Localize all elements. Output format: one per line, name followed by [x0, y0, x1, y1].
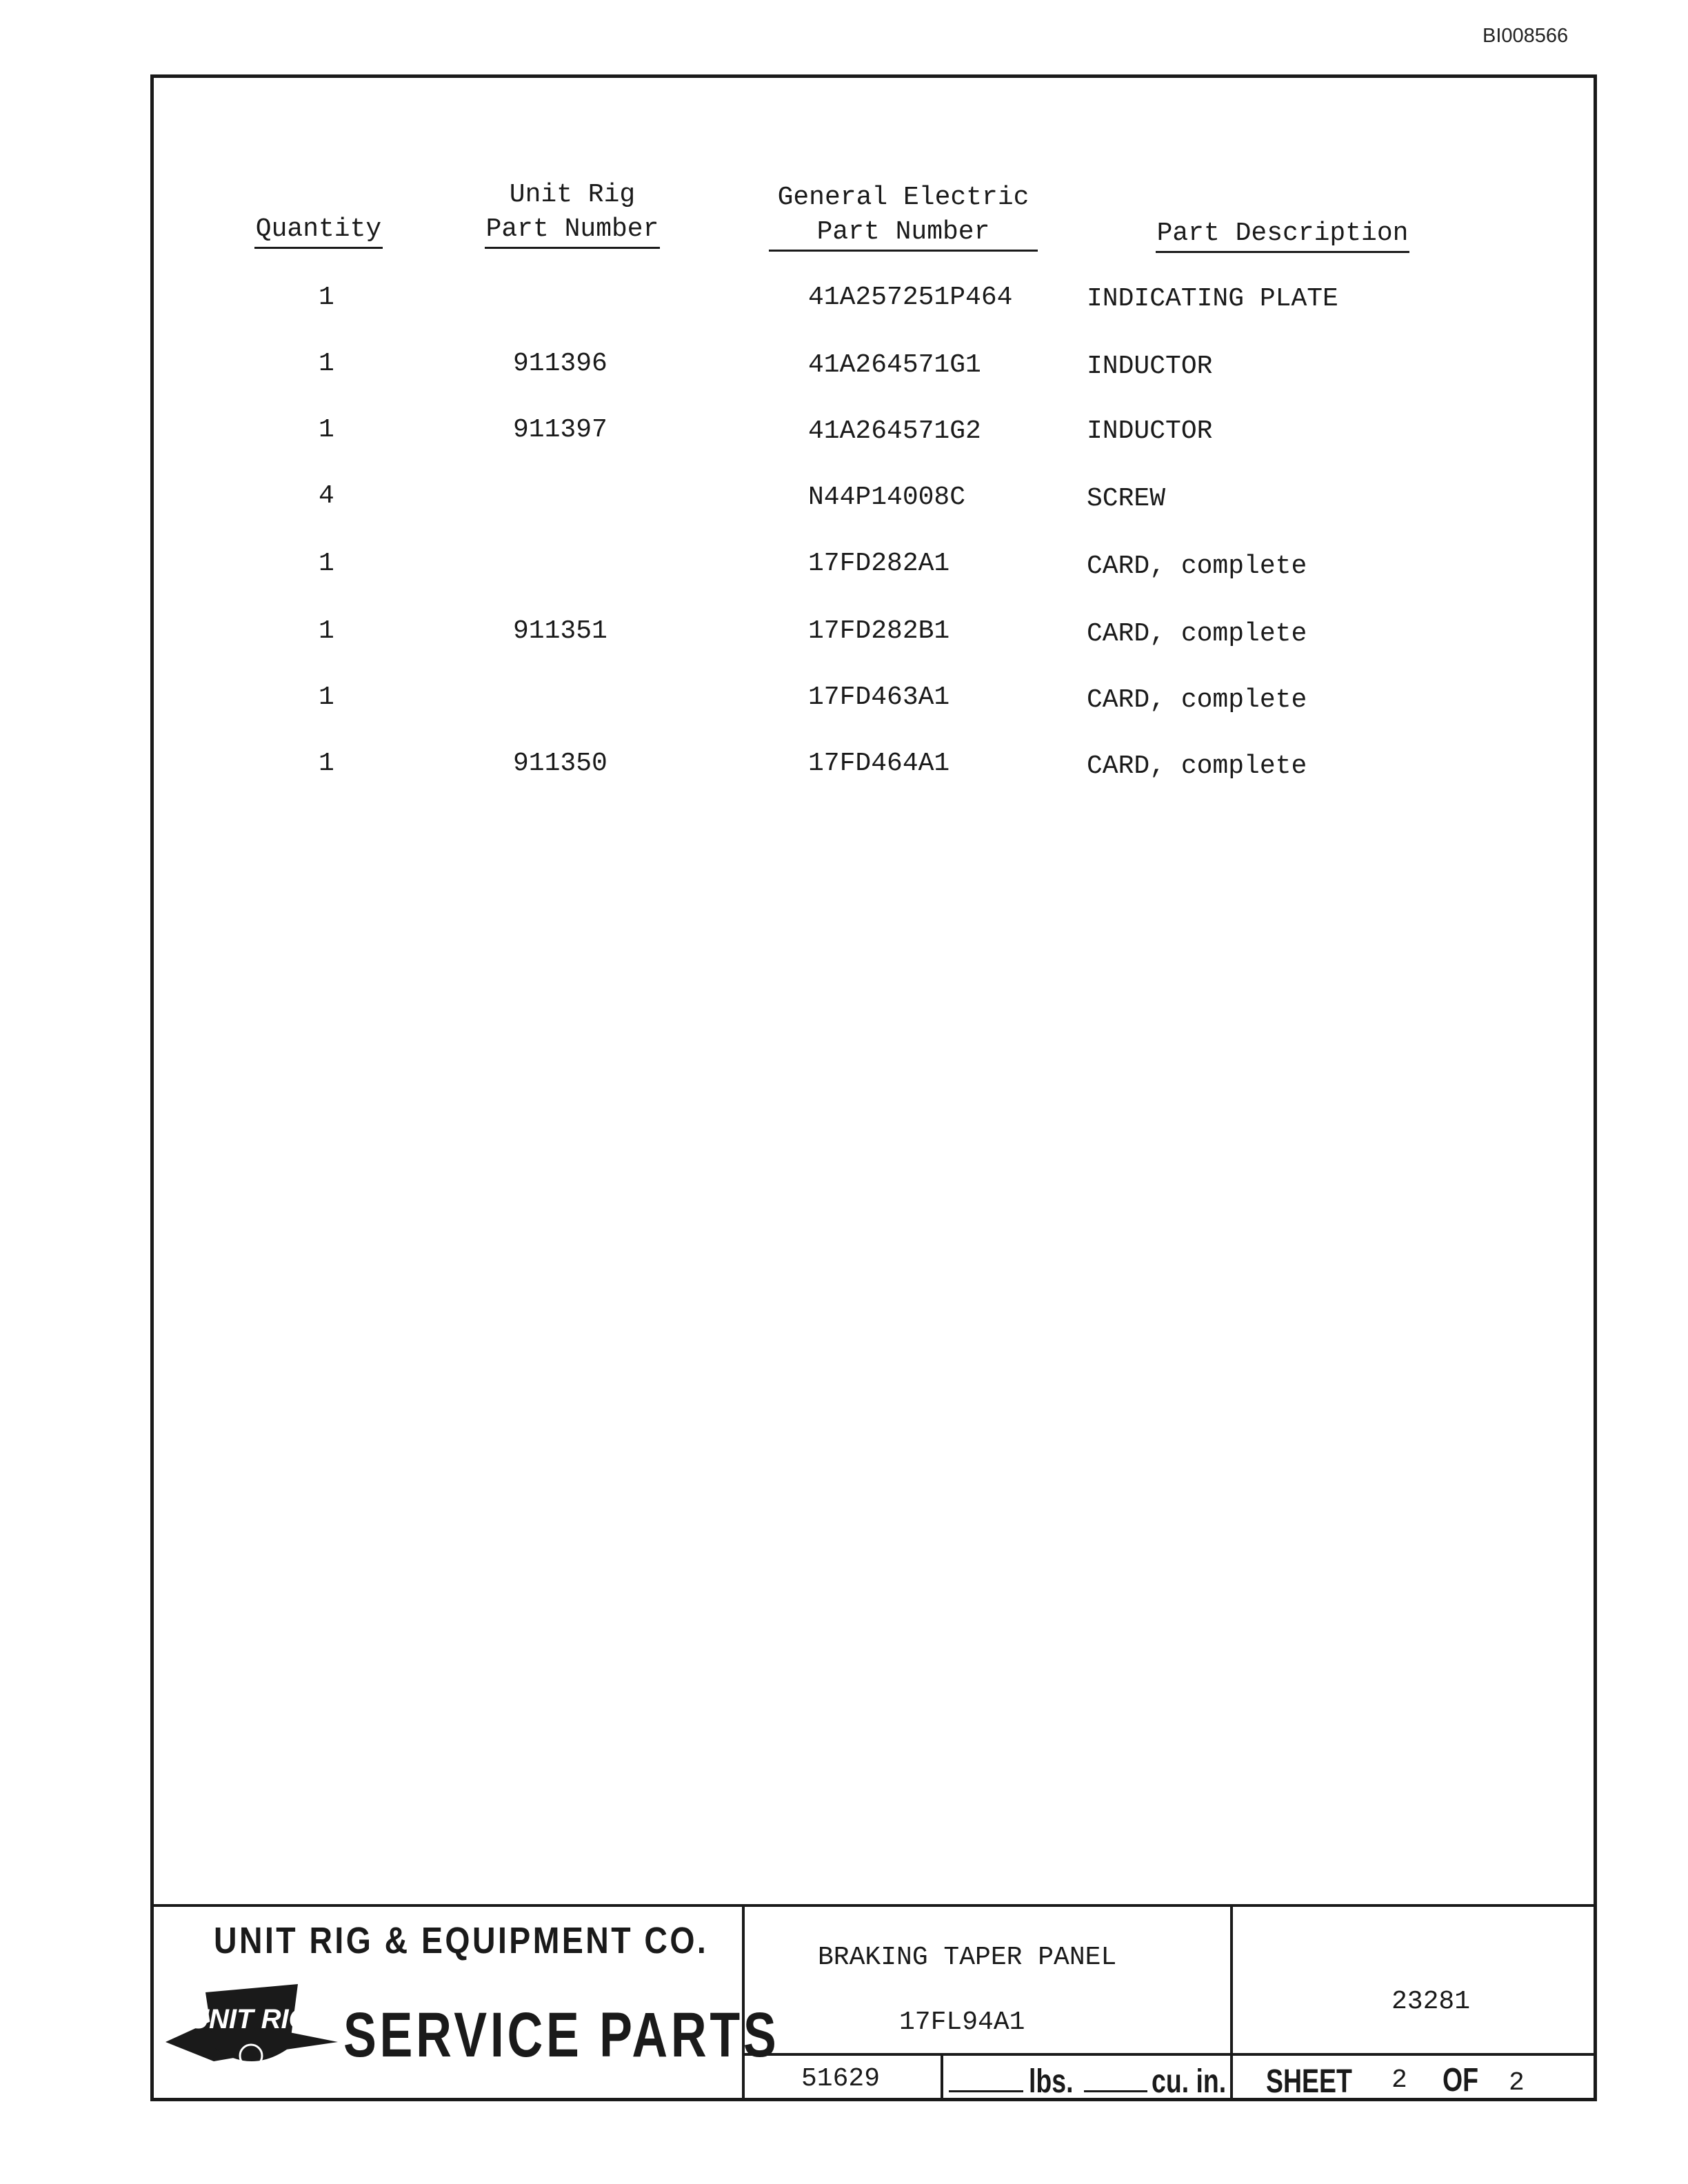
row-ge-part: 17FD282A1 — [808, 549, 950, 578]
assembly-name: BRAKING TAPER PANEL — [818, 1943, 1117, 1972]
assembly-number: 17FL94A1 — [899, 2008, 1025, 2037]
row-quantity: 1 — [319, 749, 334, 778]
row-quantity: 1 — [319, 415, 334, 445]
title-block-divider — [941, 2054, 943, 2101]
row-unit-rig-part: 911396 — [513, 349, 607, 378]
row-ge-part: 17FD282B1 — [808, 616, 950, 646]
row-ge-part: 41A264571G1 — [808, 350, 981, 380]
row-quantity: 1 — [319, 549, 334, 578]
header-quantity-text: Quantity — [254, 212, 383, 249]
row-ge-part: 41A257251P464 — [808, 283, 1013, 312]
title-block-divider — [1230, 1904, 1233, 2101]
unit-rig-logo — [165, 1979, 338, 2082]
header-ge — [758, 181, 1048, 252]
sheet-total: 2 — [1509, 2068, 1525, 2098]
weight-volume-field — [949, 2063, 1227, 2100]
row-ge-part: 17FD464A1 — [808, 749, 950, 778]
row-description: INDICATING PLATE — [1087, 284, 1338, 314]
lbs-label: lbs. — [1029, 2063, 1074, 2100]
row-description: CARD, complete — [1087, 619, 1307, 649]
row-description: INDUCTOR — [1087, 416, 1213, 446]
drawing-number: 23281 — [1391, 1987, 1471, 2016]
service-parts-title: SERVICE PARTS — [343, 2000, 780, 2070]
reference-number: 51629 — [801, 2064, 881, 2094]
row-quantity: 1 — [319, 616, 334, 646]
row-quantity: 4 — [319, 481, 334, 511]
header-unit-rig — [455, 178, 690, 249]
row-unit-rig-part: 911397 — [513, 415, 607, 445]
row-description: CARD, complete — [1087, 552, 1307, 581]
title-block-divider — [742, 2053, 1597, 2056]
document-id: BI008566 — [1483, 25, 1569, 47]
row-description: INDUCTOR — [1087, 352, 1213, 381]
row-ge-part: 41A264571G2 — [808, 416, 981, 446]
header-ge-line2: Part Number — [769, 215, 1038, 252]
sheet-number: 2 — [1391, 2065, 1407, 2095]
row-description: SCREW — [1087, 484, 1166, 514]
header-unit-rig-line1: Unit Rig — [509, 180, 636, 210]
header-unit-rig-line2: Part Number — [485, 212, 661, 249]
volume-blank — [1084, 2067, 1147, 2092]
row-quantity: 1 — [319, 682, 334, 712]
cuin-label: cu. in. — [1152, 2063, 1227, 2100]
row-description: CARD, complete — [1087, 751, 1307, 781]
row-ge-part: N44P14008C — [808, 483, 966, 512]
row-ge-part: 17FD463A1 — [808, 682, 950, 712]
row-unit-rig-part: 911350 — [513, 749, 607, 778]
header-quantity — [243, 212, 394, 249]
header-description-text: Part Description — [1156, 216, 1410, 253]
header-ge-line1: General Electric — [777, 183, 1029, 212]
logo-text: UNIT RIG — [189, 2004, 310, 2034]
row-description: CARD, complete — [1087, 685, 1307, 715]
of-label: OF — [1443, 2062, 1478, 2099]
row-unit-rig-part: 911351 — [513, 616, 607, 646]
weight-blank — [949, 2067, 1023, 2092]
row-quantity: 1 — [319, 283, 334, 312]
sheet-label: SHEET — [1266, 2063, 1352, 2100]
company-name: UNIT RIG & EQUIPMENT CO. — [214, 1920, 709, 1961]
header-description — [1131, 216, 1434, 253]
row-quantity: 1 — [319, 349, 334, 378]
